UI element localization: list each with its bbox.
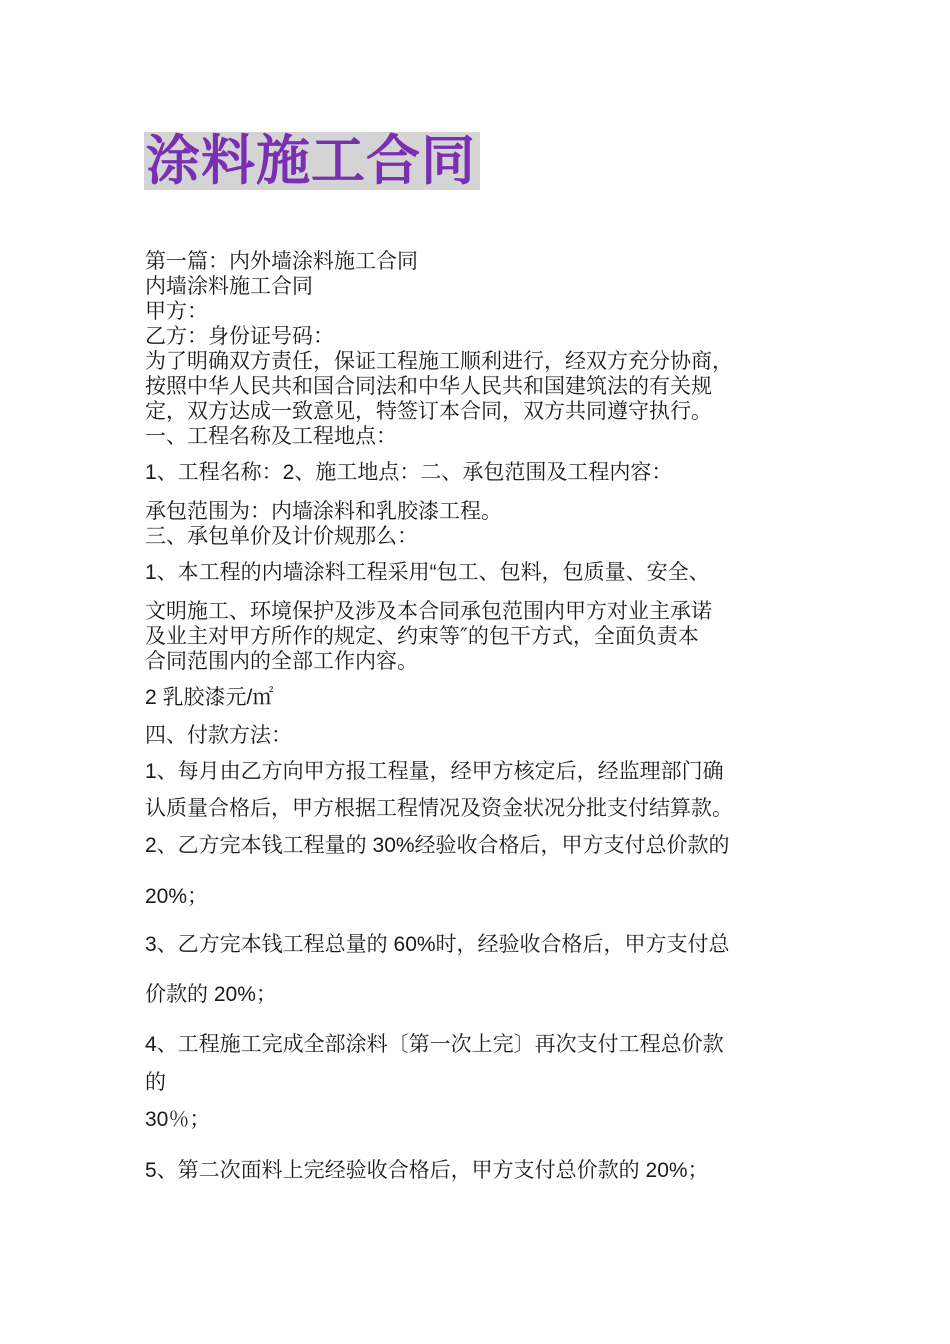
document-title: 涂料施工合同 — [144, 132, 480, 190]
paragraph-line: 文明施工、环境保护及涉及本合同承包范围内甲方对业主承诺 — [145, 599, 712, 623]
paragraph-line: 认质量合格后，甲方根据工程情况及资金状况分批支付结算款。 — [145, 797, 733, 820]
paragraph-line: 为了明确双方责任，保证工程施工顺利进行，经双方充分协商， — [145, 349, 733, 373]
paragraph-line: 1、工程名称：2、施工地点：二、承包范围及工程内容： — [145, 461, 673, 484]
paragraph-line: 1、每月由乙方向甲方报工程量，经甲方核定后，经监理部门确 — [145, 760, 724, 783]
paragraph-line: 3、乙方完本钱工程总量的 60%时，经验收合格后，甲方支付总 — [145, 933, 730, 956]
paragraph-line: 的 — [145, 1071, 166, 1094]
paragraph-line: 2 乳胶漆元/㎡ — [145, 686, 274, 709]
paragraph-line: 合同范围内的全部工作内容。 — [145, 649, 418, 673]
paragraph-line: 按照中华人民共和国合同法和中华人民共和国建筑法的有关规 — [145, 374, 712, 398]
subheading-contract: 内墙涂料施工合同 — [145, 274, 313, 298]
paragraph-line: 4、工程施工完成全部涂料〔第一次上完〕再次支付工程总价款 — [145, 1033, 724, 1056]
heading-part-one: 第一篇：内外墙涂料施工合同 — [145, 249, 418, 273]
paragraph-line: 承包范围为：内墙涂料和乳胶漆工程。 — [145, 499, 502, 523]
party-b-line: 乙方：身份证号码： — [145, 324, 334, 348]
paragraph-line: 5、第二次面料上完经验收合格后，甲方支付总价款的 20%； — [145, 1159, 709, 1182]
section-heading: 四、付款方法： — [145, 723, 292, 747]
paragraph-line: 2、乙方完本钱工程量的 30%经验收合格后，甲方支付总价款的 — [145, 834, 730, 857]
paragraph-line: 20%； — [145, 885, 209, 908]
paragraph-line: 30％； — [145, 1108, 211, 1131]
party-a-line: 甲方： — [145, 299, 208, 323]
paragraph-line: 及业主对甲方所作的规定、约束等″的包干方式，全面负责本 — [145, 624, 699, 648]
paragraph-line: 1、本工程的内墙涂料工程采用“包工、包料，包质量、安全、 — [145, 561, 710, 584]
section-heading: 一、工程名称及工程地点： — [145, 424, 397, 448]
section-heading: 三、承包单价及计价规那么： — [145, 524, 418, 548]
paragraph-line: 定，双方达成一致意见，特签订本合同，双方共同遵守执行。 — [145, 399, 712, 423]
paragraph-line: 价款的 20%； — [145, 983, 277, 1006]
